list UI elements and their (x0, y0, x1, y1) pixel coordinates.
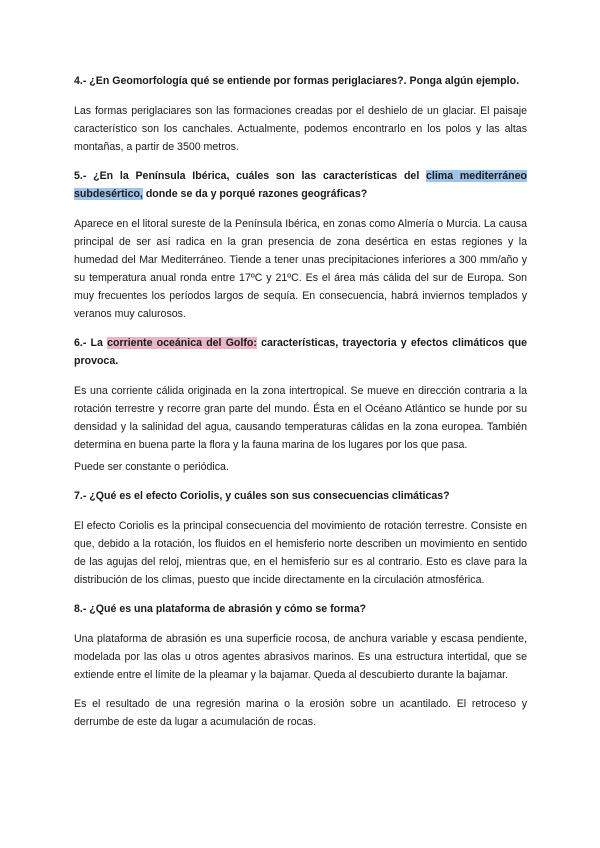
question-4-title: 4.- ¿En Geomorfología qué se entiende por formas periglaciares?. Ponga algún ejemplo. (74, 75, 520, 87)
answer-6: Es una corriente cálida originada en la zona intertropical. Se mueve en dirección contraria a la rotación terrestre y recorre gran parte del mundo. Ésta en el Océano Atlántico se hunde por su densidad y la salinidad del agua, causando temperaturas cálidas en la zona europea. También determina en buena parte la flora y la fauna marina de los lugares por los que pasa. (74, 385, 527, 451)
question-6-text-start: 6.- La (74, 337, 108, 349)
answer-5: Aparece en el litoral sureste de la Península Ibérica, en zonas como Almería o Murcia. La causa principal de ser así radica en la gran presencia de zona desértica en estas regiones y la humedad del Mar Mediterráneo. Tiende a tener unas precipitaciones inferiores a 300 mm/año y su temperatura anual ronda entre 17ºC y 21ºC. Es el área más cálida del sur de Europa. Son muy frecuentes los períodos largos de sequía. En consecuencia, habrá inviernos templados y veranos muy calurosos. (74, 218, 527, 320)
question-8-title: 8.- ¿Qué es una plataforma de abrasión y cómo se forma? (74, 603, 366, 615)
document-page (74, 72, 527, 742)
answer-7: El efecto Coriolis es la principal consecuencia del movimiento de rotación terrestre. Consiste en que, debido a la rotación, los fluidos en el hemisferio norte describen un movimiento en sentido de las agujas del reloj, mientras que, en el hemisferio sur es al contrario. Esto es clave para la distribución de los climas, puesto que incide directamente en la circulación atmosférica. (74, 520, 527, 586)
highlight-corriente-golfo: corriente oceánica del Golfo: (107, 337, 257, 349)
question-6-title (74, 334, 527, 370)
answer-8-extra: Es el resultado de una regresión marina o la erosión sobre un acantilado. El retroceso y derrumbe de este da lugar a acumulación de rocas. (74, 698, 527, 728)
question-5-title (74, 167, 527, 203)
question-5-text-end: donde se da y porqué razones geográficas? (142, 188, 368, 200)
answer-4: Las formas periglaciares son las formaciones creadas por el deshielo de un glaciar. El paisaje característico son los canchales. Actualmente, podemos encontrarlo en los polos y las altas montañas, a partir de 3500 metros. (74, 105, 527, 153)
answer-8: Una plataforma de abrasión es una superficie rocosa, de anchura variable y escasa pendiente, modelada por las olas u otros agentes abrasivos marinos. Es una estructura intertidal, que se extiende entre el límite de la pleamar y la bajamar. Queda al descubierto durante la bajamar. (74, 633, 527, 681)
answer-6-extra: Puede ser constante o periódica. (74, 461, 229, 473)
question-6-text-end: características, trayectoria y efectos climáticos que provoca. (74, 337, 527, 367)
question-5-text-start: 5.- ¿En la Península Ibérica, cuáles son las características del (74, 170, 427, 182)
highlight-clima-mediterraneo: clima mediterráneo subdesértico, (74, 170, 527, 200)
question-7-title: 7.- ¿Qué es el efecto Coriolis, y cuáles son sus consecuencias climáticas? (74, 490, 450, 502)
